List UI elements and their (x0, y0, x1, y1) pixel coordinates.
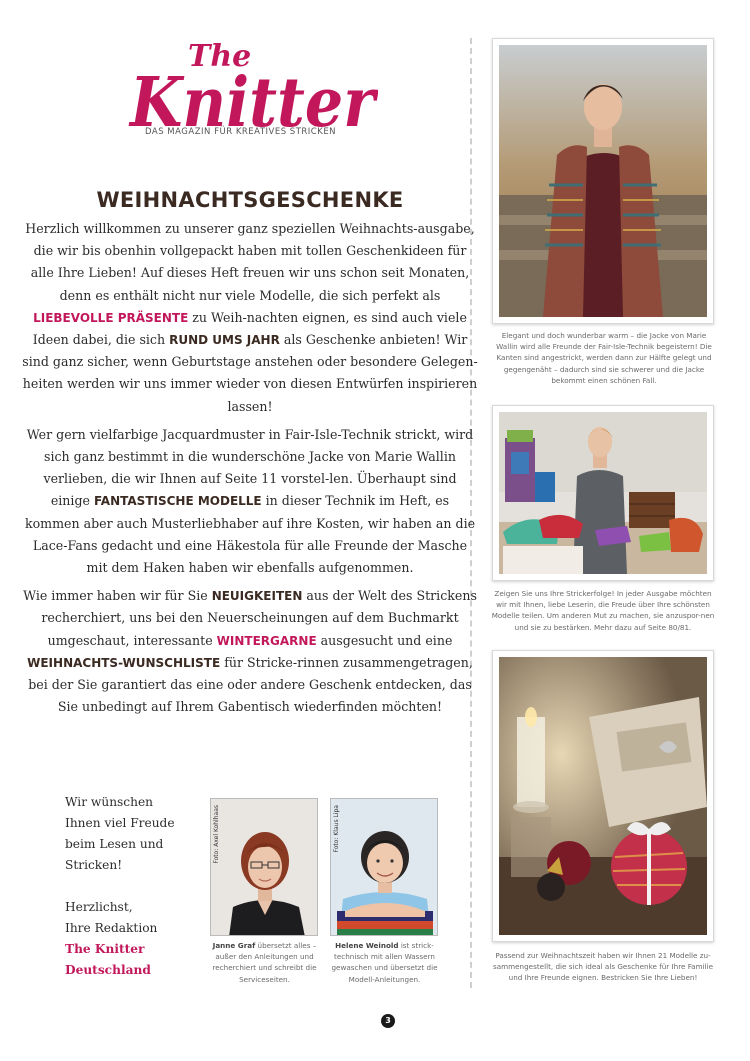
photo-christmas-gifts (492, 650, 714, 942)
editor-description: übersetzt alles – außer den Anleitungen und recherchiert und schreibt die Serviceseiten. (212, 941, 317, 984)
text-span: zu Weih-nachten eignen, es sind auch viele Ideen dabei, die sich (32, 309, 467, 348)
portrait-illustration (211, 799, 318, 936)
paragraph-2 (22, 424, 478, 579)
photo-caption-1: Elegant und doch wunderbar warm – die Jacke von Marie Wallin wird alle Freunde der Fair-Isle-Technik begeistern! Die Kanten sind angestrickt, werden dann zur Hälfte gelegt und gegengenäht – dadurch sind sie schwerer und die Jacke bekommt einen schönen Fall. (496, 331, 712, 385)
editor-caption-helene-weinold (327, 940, 442, 985)
paragraph-1 (22, 218, 478, 418)
photo-credit: Foto: Klaus Lipa (333, 805, 340, 853)
editor-portrait-janne-graf (210, 798, 318, 936)
editor-portrait-helene-weinold (330, 798, 438, 936)
closing-brand: Deutschland (65, 963, 151, 977)
closing-line: Ihre Redaktion (65, 921, 158, 935)
page-headline: WEIHNACHTSGESCHENKE (96, 188, 404, 212)
text-span: ausgesucht und eine (320, 632, 453, 648)
editor-name: Helene Weinold (335, 941, 399, 950)
closing-brand: The Knitter (65, 942, 145, 956)
portrait-illustration (331, 799, 438, 936)
closing-line: Ihnen viel Freude (65, 816, 175, 830)
text-span: für Stricke-rinnen zusammengetragen, bei der Sie garantiert das eine oder andere Geschenk entdecken, das Sie unbedingt auf Ihrem Gabentisch wiederfinden möchten! (28, 654, 473, 715)
highlight-phrase: WINTERGARNE (216, 633, 317, 648)
photo-illustration (499, 412, 707, 574)
editor-caption-janne-graf (207, 940, 322, 985)
photo-credit: Foto: Axel Kohlhaas (213, 805, 220, 864)
page-number: 3 (381, 1014, 395, 1028)
photo-caption-3: Passend zur Weihnachtszeit haben wir Ihnen 21 Modelle zu-sammengestellt, die sich ideal als Geschenke für Ihre Familie und Ihre Freunde eignen. Bestricken Sie Ihre Lieben! (492, 951, 713, 983)
text-span: als Geschenke anbieten! Wir sind ganz sicher, wenn Geburtstage anstehen oder besondere Gelegen-heiten werden wir uns immer wieder von diesen Entwürfen inspirieren lassen! (22, 332, 478, 414)
text-span: Wie immer haben wir für Sie (23, 588, 208, 604)
photo-knitting-display (492, 405, 714, 581)
logo-the: The (188, 39, 252, 74)
highlight-phrase: NEUIGKEITEN (211, 589, 303, 604)
text-span: aus der Welt des Strickens recherchiert, uns bei den Neuerscheinungen auf dem Buchmarkt umgeschaut, interessante (41, 588, 477, 648)
text-span: Herzlich willkommen zu unserer ganz speziellen Weihnachts-ausgabe, die wir bis obenhin vollgepackt haben mit tollen Geschenkideen für alle Ihre Lieben! Auf dieses Heft freuen wir uns schon seit Monaten, denn es enthält nicht nur viele Modelle, die sich perfekt als (25, 221, 475, 303)
spacer (65, 876, 205, 897)
editorial-text (22, 218, 478, 724)
text-span: in dieser Technik im Heft, es kommen aber auch Musterliebhaber auf ihre Kosten, wir haben an die Lace-Fans gedacht und eine Häkestola für alle Freunde der Masche mit dem Haken haben wir ebenfalls aufgenommen. (24, 493, 476, 576)
closing-line: Wir wünschen (65, 795, 154, 809)
text-span: Wer gern vielfarbige Jacquardmuster in Fair-Isle-Technik strickt, wird sich ganz bestimmt in die wunderschöne Jacke von Marie Wallin verlieben, die wir Ihnen auf Seite 11 vorstel-len. Überhaupt sind einige (26, 426, 474, 509)
photo-illustration (499, 45, 707, 317)
photo-illustration (499, 657, 707, 935)
closing-line: Stricken! (65, 858, 123, 872)
highlight-phrase: RUND UMS JAHR (169, 333, 280, 348)
editor-name: Janne Graf (212, 941, 256, 950)
logo-tagline: DAS MAGAZIN FÜR KREATIVES STRICKEN (145, 127, 337, 137)
highlight-phrase: LIEBEVOLLE PRÄSENTE (33, 310, 189, 325)
editor-description: ist strick-technisch mit allen Wassern gewaschen und übersetzt die Modell-Anleitungen. (331, 941, 438, 984)
closing-line: beim Lesen und (65, 837, 164, 851)
logo-name: Knitter (128, 63, 378, 143)
photo-fair-isle-jacket (492, 38, 714, 324)
closing-greeting (65, 792, 205, 981)
closing-line: Herzlichst, (65, 900, 133, 914)
highlight-phrase: WEIHNACHTS-WUNSCHLISTE (27, 655, 221, 670)
highlight-phrase: FANTASTISCHE MODELLE (93, 494, 262, 509)
paragraph-3 (22, 585, 478, 718)
photo-caption-2: Zeigen Sie uns Ihre Strickerfolge! In jeder Ausgabe möchten wir mit Ihnen, liebe Leserin, die Freude über Ihre schönsten Modelle teilen. Um anderen Mut zu machen, sie anzuspor-nen und sie zu bestärken. Mehr dazu auf Seite 80/81. (491, 589, 715, 632)
